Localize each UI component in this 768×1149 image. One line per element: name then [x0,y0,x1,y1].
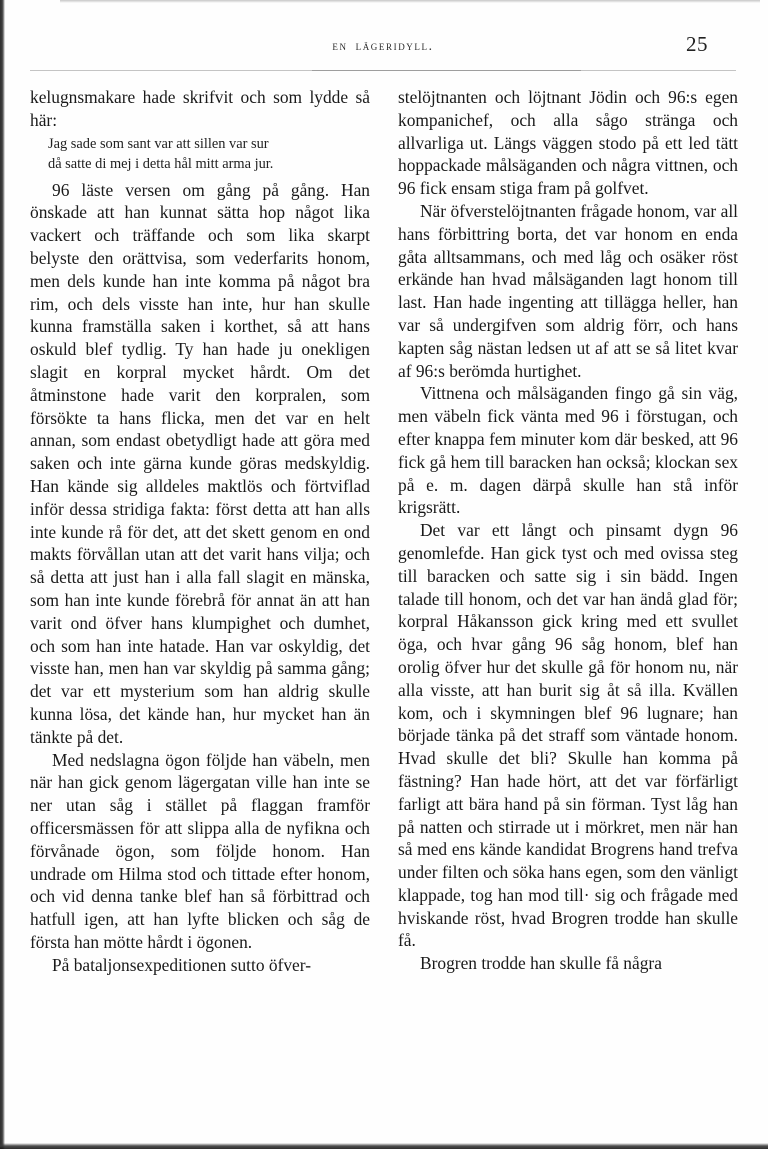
paragraph: 96 läste versen om gång på gång. Han önskade att han kunnat sätta hop något lika vackert och träffande och som lika skarpt belyste den orättvisa, som vederfarits honom, men dels kunde han inte komma på något bra rim, och dels visste han inte, hur han skulle kunna framställa saken i korthet, så att hans oskuld blef tydlig. Ty han hade ju onekligen slagit en korpral mycket hårdt. Om det åtminstone hade varit den korpralen, som försökte ta hans flicka, men det var en helt annan, som endast obetydligt hade att göra med saken och inte gärna kunde göras medskyldig. Han kände sig alldeles maktlös och förtviflad inför dessa stridiga fakta: först detta att han alls inte kunde rå för det, att det skett genom en ond makts förvållan utan att det varit hans vilja; och så detta att just han i alla fall slagit en mänska, som han inte kunde förebrå för annat än att han varit ond öfver hans klumpighet och dumhet, och som han inte hatade. Han var oskyldig, det visste han, men han var skyldig på samma gång; det var ett mysterium som han aldrig skulle kunna lösa, det kände han, hur mycket han än tänkte på det. [30,179,370,747]
running-head-title: en lägeridyll. [332,38,434,53]
verse-line: då satte di mej i detta hål mitt arma jur. [48,156,274,173]
paragraph: kelugnsmakare hade skrifvit och som lydde så här: [30,87,370,130]
left-column [30,86,370,976]
paragraph: På bataljonsexpeditionen sutto öfver- [52,954,311,975]
paragraph: Vittnena och målsäganden fingo gå sin väg, men väbeln fick vänta med 96 i förstugan, och efter knappa fem minuter kom där besked, att 96 fick gå hem till baracken han också; klockan sex på e. m. dagen därpå skulle han stå inför krigsrätt. [398,383,738,518]
header-rule [30,70,736,71]
verse-block [30,134,370,175]
page-number: 25 [686,32,708,56]
paragraph: När öfverstelöjtnanten frågade honom, var all hans förbittring borta, det var honom en enda gåta alltsammans, och med låg och osäker röst erkände han hvad målsäganden lagt honom till last. Han hade ingenting att tillägga heller, han var så undergifven som aldrig förr, och hans kapten såg nästan ledsen ut af att se så litet kvar af 96:s berömda hurtighet. [398,200,738,381]
paragraph: Brogren trodde han skulle få några [420,953,662,974]
paragraph: stelöjtnanten och löjtnant Jödin och 96:s egen kompanichef, och alla sågo stränga och allvarliga ut. Längs väggen stodo på ett led tätt hoppackade målsäganden och några vittnen, och 96 fick ensam stiga fram på golfvet. [398,87,738,199]
verse-line: Jag sade som sant var att sillen var sur [48,135,269,152]
paragraph: Det var ett långt och pinsamt dygn 96 genomlefde. Han gick tyst och med ovissa steg till baracken och satte sig i sin bädd. Ingen talade till honom, och det var han ändå glad för; korpral Håkansson gick kring med ett svullet öga, och hvar gång 96 såg honom, blef han orolig öfver hur det skulle gå för honom nu, när alla visste, att han burit sig åt så illa. Kvällen kom, och i skymningen blef 96 lugnare; han började tänka på det straff som väntade honom. Hvad skulle det bli? Skulle han komma på fästning? Han hade hört, att det var förfärligt farligt att bära hand på sin förman. Tyst låg han på natten och stirrade ut i mörkret, men när han så med ens kände kandidat Brogrens hand trefva under filten och söka hans egen, som den vänligt klappade, tog han mod till· sig och frågade med hviskande röst, hvad Brogren trodde han skulle få. [398,520,738,951]
right-column [398,86,738,976]
running-header [30,32,736,64]
text-columns [30,86,738,976]
paragraph: Med nedslagna ögon följde han väbeln, men när han gick genom lägergatan ville han inte se ner utan såg i stället på flaggan framför officersmässen för att slippa alla de nyfikna och förvånade ögon, som följde honom. Han undrade om Hilma stod och tittade efter honom, och vid denna tanke blef han så förbittrad och hatfull igen, att han lyfte blicken och såg de första han mötte hårdt i ögonen. [30,749,370,952]
